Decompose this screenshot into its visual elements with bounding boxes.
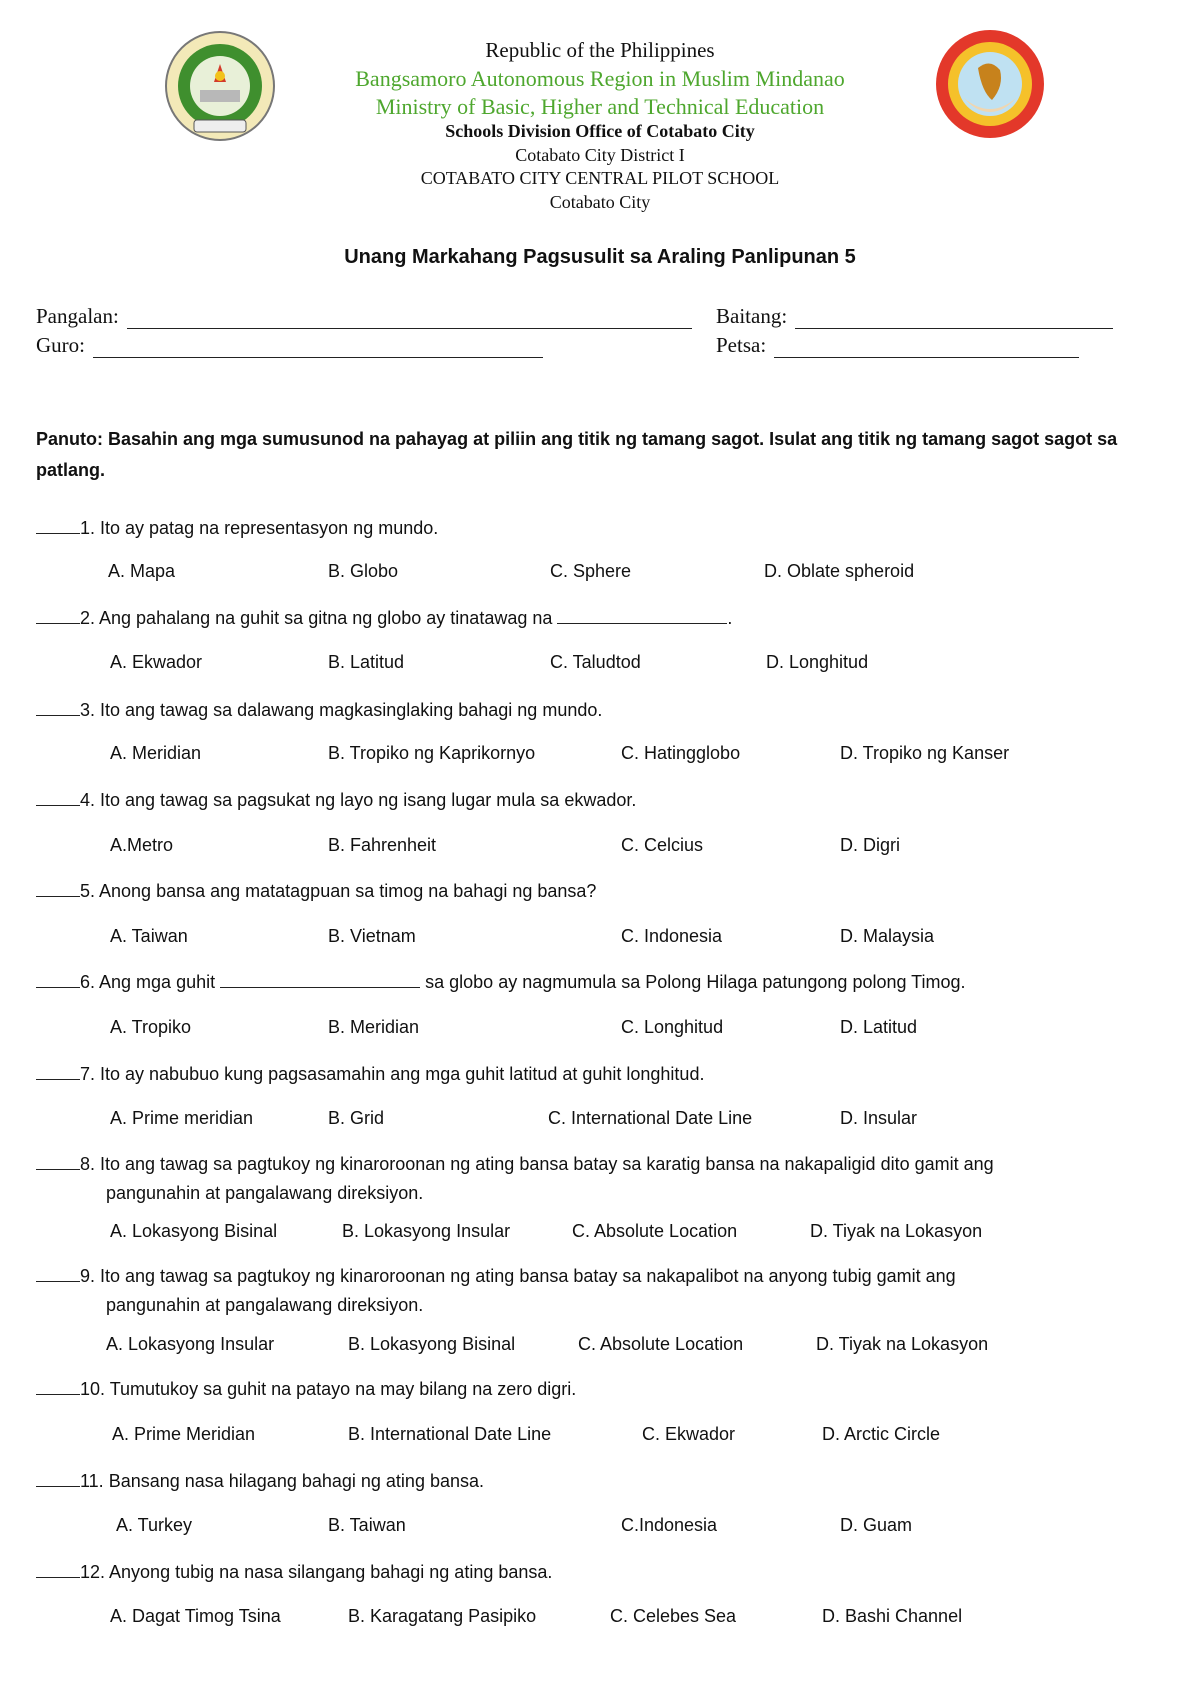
choice-a: A. Ekwador — [110, 652, 203, 672]
teacher-field — [36, 333, 543, 358]
choice-d: D. Bashi Channel — [822, 1606, 963, 1626]
choice-a: A. Turkey — [116, 1515, 193, 1535]
answer-blank[interactable] — [36, 971, 80, 988]
name-line[interactable] — [127, 310, 692, 329]
question-7 — [36, 1060, 1146, 1089]
choice-a: A. Meridian — [110, 743, 202, 763]
choice-c: C. Indonesia — [621, 926, 723, 946]
choice-d: D. Tiyak na Lokasyon — [816, 1334, 989, 1354]
choice-b: B. Fahrenheit — [328, 835, 437, 855]
choice-a: A. Dagat Timog Tsina — [110, 1606, 281, 1626]
question-10 — [36, 1375, 1146, 1404]
choice-b: B. Lokasyong Bisinal — [348, 1334, 516, 1354]
question-text: 4. Ito ang tawag sa pagsukat ng layo ng isang lugar mula sa ekwador. — [80, 790, 637, 810]
choice-a: A.Metro — [110, 835, 174, 855]
fill-in-blank[interactable] — [220, 971, 420, 988]
choice-b: B. Taiwan — [328, 1515, 406, 1535]
choice-c: C. Longhitud — [621, 1017, 724, 1037]
answer-blank[interactable] — [36, 1153, 80, 1170]
question-text: 2. Ang pahalang na guhit sa gitna ng globo ay tinatawag na — [80, 608, 553, 628]
choice-b: B. Karagatang Pasipiko — [348, 1606, 537, 1626]
choice-c: C. Celebes Sea — [610, 1606, 737, 1626]
question-text: 9. Ito ang tawag sa pagtukoy ng kinaroroonan ng ating bansa batay sa nakapalibot na anyong tubig gamit ang — [80, 1266, 956, 1286]
question-text: 6. Ang mga guhit — [80, 972, 216, 992]
choice-d: D. Latitud — [840, 1017, 918, 1037]
division-seal-icon — [934, 28, 1046, 140]
header-region: Bangsamoro Autonomous Region in Muslim Mindanao — [355, 66, 845, 91]
question-3 — [36, 696, 1146, 725]
answer-blank[interactable] — [36, 699, 80, 716]
date-label: Petsa: — [716, 333, 767, 357]
teacher-line[interactable] — [93, 339, 543, 358]
answer-blank[interactable] — [36, 1063, 80, 1080]
header-republic: Republic of the Philippines — [485, 38, 715, 62]
question-12 — [36, 1558, 1146, 1587]
choice-a: A. Prime meridian — [110, 1108, 254, 1128]
choice-b: B. Meridian — [328, 1017, 420, 1037]
choice-c: C. Sphere — [550, 561, 632, 581]
question-2 — [36, 604, 1146, 633]
question-4 — [36, 786, 1146, 815]
choice-b: B. Latitud — [328, 652, 405, 672]
question-text: 5. Anong bansa ang matatagpuan sa timog na bahagi ng bansa? — [80, 881, 597, 901]
choice-c: C. Ekwador — [642, 1424, 736, 1444]
choice-a: A. Prime Meridian — [112, 1424, 256, 1444]
header-division: Schools Division Office of Cotabato City — [445, 121, 755, 141]
question-text: 11. Bansang nasa hilagang bahagi ng ating bansa. — [80, 1471, 484, 1491]
question-9 — [36, 1262, 1146, 1320]
choice-d: D. Malaysia — [840, 926, 935, 946]
choice-c: C. Absolute Location — [572, 1221, 738, 1241]
instructions: Panuto: Basahin ang mga sumusunod na pahayag at piliin ang titik ng tamang sagot. Isulat ang titik ng tamang sagot sagot sa patlang. — [36, 429, 1118, 480]
choice-a: A. Taiwan — [110, 926, 188, 946]
date-field — [716, 333, 1079, 358]
answer-blank[interactable] — [36, 1265, 80, 1282]
header-district: Cotabato City District I — [515, 145, 685, 165]
answer-blank[interactable] — [36, 1470, 80, 1487]
grade-label: Baitang: — [716, 304, 788, 328]
choice-d: D. Guam — [840, 1515, 913, 1535]
choice-d: D. Tropiko ng Kanser — [840, 743, 1010, 763]
question-text: 8. Ito ang tawag sa pagtukoy ng kinaroroonan ng ating bansa batay sa karatig bansa na nakapaligid dito gamit ang — [80, 1154, 994, 1174]
name-field — [36, 304, 692, 329]
answer-blank[interactable] — [36, 789, 80, 806]
choice-b: B. Globo — [328, 561, 399, 581]
question-text-after: . — [727, 608, 733, 628]
choice-d: D. Longhitud — [766, 652, 869, 672]
choice-d: D. Digri — [840, 835, 901, 855]
question-6 — [36, 968, 1146, 997]
question-text: 3. Ito ang tawag sa dalawang magkasinglaking bahagi ng mundo. — [80, 700, 603, 720]
choice-c: C. Hatingglobo — [621, 743, 741, 763]
choice-c: C. Taludtod — [550, 652, 641, 672]
choice-a: A. Tropiko — [110, 1017, 192, 1037]
choice-c: C. Celcius — [621, 835, 704, 855]
choice-b: B. International Date Line — [348, 1424, 552, 1444]
choice-a: A. Mapa — [108, 561, 176, 581]
choice-b: B. Lokasyong Insular — [342, 1221, 511, 1241]
choice-a: A. Lokasyong Insular — [106, 1334, 275, 1354]
question-text: 1. Ito ay patag na representasyon ng mundo. — [80, 518, 439, 538]
name-label: Pangalan: — [36, 304, 119, 328]
header-ministry: Ministry of Basic, Higher and Technical Education — [375, 94, 825, 119]
choice-b: B. Vietnam — [328, 926, 416, 946]
choice-d: D. Tiyak na Lokasyon — [810, 1221, 983, 1241]
date-line[interactable] — [774, 339, 1079, 358]
answer-blank[interactable] — [36, 607, 80, 624]
choice-d: D. Arctic Circle — [822, 1424, 941, 1444]
question-text-after: sa globo ay nagmumula sa Polong Hilaga patungong polong Timog. — [425, 972, 966, 992]
exam-title: Unang Markahang Pagsusulit sa Araling Panlipunan 5 — [344, 246, 856, 268]
question-text: 12. Anyong tubig na nasa silangang bahagi ng ating bansa. — [80, 1562, 553, 1582]
question-5 — [36, 877, 1146, 906]
fill-in-blank[interactable] — [557, 607, 727, 624]
question-text: 10. Tumutukoy sa guhit na patayo na may bilang na zero digri. — [80, 1379, 577, 1399]
grade-line[interactable] — [795, 310, 1113, 329]
answer-blank[interactable] — [36, 517, 80, 534]
choice-c: C.Indonesia — [621, 1515, 718, 1535]
question-1 — [36, 514, 1146, 543]
choice-c: C. Absolute Location — [578, 1334, 744, 1354]
answer-blank[interactable] — [36, 1561, 80, 1578]
choice-d: D. Oblate spheroid — [764, 561, 915, 581]
question-text-continued: pangunahin at pangalawang direksiyon. — [106, 1295, 424, 1315]
question-text: 7. Ito ay nabubuo kung pagsasamahin ang mga guhit latitud at guhit longhitud. — [80, 1064, 705, 1084]
choice-d: D. Insular — [840, 1108, 918, 1128]
answer-blank[interactable] — [36, 1378, 80, 1395]
grade-field — [716, 304, 1113, 329]
choice-a: A. Lokasyong Bisinal — [110, 1221, 278, 1241]
choice-b: B. Grid — [328, 1108, 385, 1128]
question-11 — [36, 1467, 1146, 1496]
choice-c: C. International Date Line — [548, 1108, 753, 1128]
teacher-label: Guro: — [36, 333, 85, 357]
question-text-continued: pangunahin at pangalawang direksiyon. — [106, 1183, 424, 1203]
header-city: Cotabato City — [549, 192, 651, 212]
answer-blank[interactable] — [36, 880, 80, 897]
choice-b: B. Tropiko ng Kaprikornyo — [328, 743, 536, 763]
question-8 — [36, 1150, 1146, 1208]
header-school: COTABATO CITY CENTRAL PILOT SCHOOL — [420, 168, 780, 188]
